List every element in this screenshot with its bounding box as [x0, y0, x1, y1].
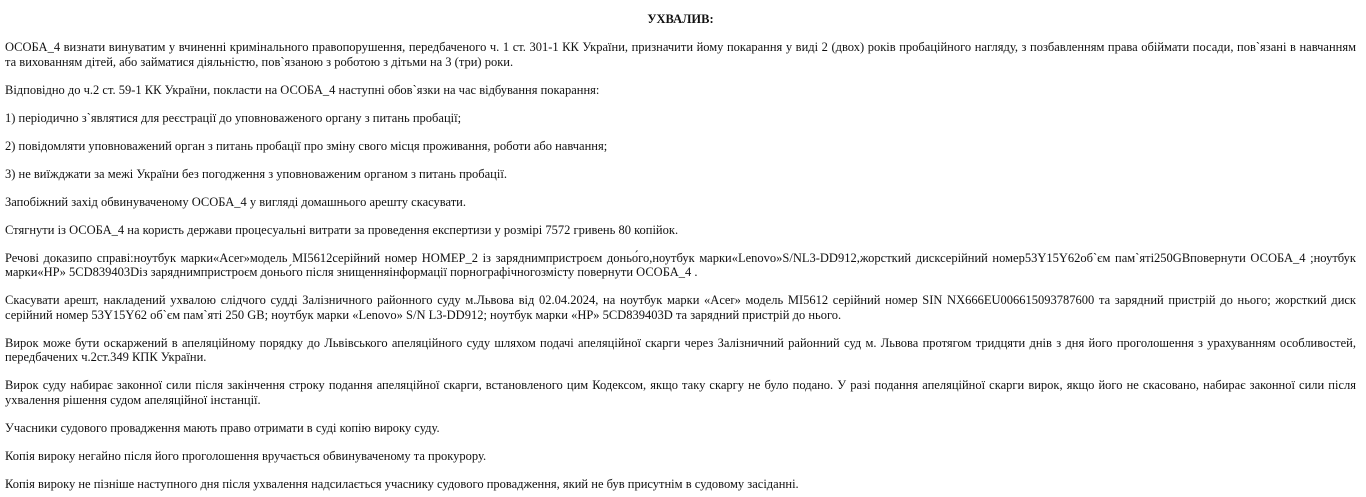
paragraph-obligation-2: 2) повідомляти уповноважений орган з питань пробації про зміну свого місця проживання, роботи або навчання;: [5, 138, 608, 153]
scrollbar-track[interactable]: [1356, 0, 1366, 497]
court-decision-document: [0, 12, 1356, 497]
paragraph-legal-force: Вирок суду набирає законної сили після закінчення строку подання апеляційної скарги, встановленого цим Кодексом, якщо таку скаргу не було подано. У разі подання апеляційної скарги вирок, якщо його не скасовано, набирає законної сили після ухвалення рішення судом апеляційної інстанції.: [5, 378, 1356, 407]
resolution-heading: УХВАЛИВ:: [647, 12, 714, 26]
paragraph-copy-delivery: Копія вироку негайно після його проголошення вручається обвинуваченому та прокурору.: [5, 448, 487, 463]
paragraph-obligations-intro: Відповідно до ч.2 ст. 59-1 КК України, покласти на ОСОБА_4 наступні обов`язки на час відбування покарання:: [5, 82, 600, 97]
paragraph-copy-mailing: Копія вироку не пізніше наступного дня після ухвалення надсилається учаснику судового провадження, який не був присутнім в судовому засіданні.: [5, 476, 799, 491]
paragraph-arrest-cancel: Скасувати арешт, накладений ухвалою слідчого судді Залізничного районного суду м.Львова від 02.04.2024, на ноутбук марки «Acer» модель MI5612 серійний номер SIN NX666EU006615093787600 та зарядний пристрій до нього; жорсткий диск серійний номер 53Y15Y62 об`єм пам`яті 250 GB; ноутбук марки «Lenovo» S/N L3-DD912; ноутбук марки «HP» 5CD839403D та зарядний пристрій до нього.: [5, 293, 1356, 322]
paragraph-costs: Стягнути із ОСОБА_4 на користь держави процесуальні витрати за проведення експертизи у розмірі 7572 гривень 80 копійок.: [5, 222, 679, 237]
paragraph-appeal: Вирок може бути оскаржений в апеляційному порядку до Львівського апеляційного суду шляхом подачі апеляційної скарги через Залізничний районний суд м. Львова протягом тридцяти днів з дня його проголошення з урахуванням особливостей, передбачених ч.2ст.349 КПК України.: [5, 335, 1356, 364]
paragraph-copy-right: Учасники судового провадження мають право отримати в суді копію вироку суду.: [5, 420, 440, 435]
paragraph-verdict: ОСОБА_4 визнати винуватим у вчиненні кримінального правопорушення, передбаченого ч. 1 ст. 301-1 КК України, призначити йому покарання у виді 2 (двох) років пробаційного нагляду, з позбавленням права обіймати посади, пов`язані в навчанням та вихованням дітей, або займатися діяльністю, пов`язаною з роботою з дітьми на 3 (три) роки.: [5, 40, 1356, 69]
paragraph-evidence: Речові доказипо справі:ноутбук марки«Acer»модель MI5612серійний номер НОМЕР_2 із заряднимпристроєм доньо́го,ноутбук марки«Lenovo»S/NL3-DD912,жорсткий дисксерійний номер53Y15Y62об`єм пам`яті250GBповернути ОСОБА_4 ;ноутбук марки«HP» 5CD839403Dіз заряднимпристроєм доньо́го після знищенняінформації порнографічногозмісту повернути ОСОБА_4 .: [5, 250, 1356, 279]
paragraph-obligation-3: 3) не виїжджати за межі України без погодження з уповноваженим органом з питань пробації.: [5, 166, 507, 181]
paragraph-preventive-measure: Запобіжний захід обвинуваченому ОСОБА_4 у вигляді домашнього арешту скасувати.: [5, 194, 466, 209]
paragraph-obligation-1: 1) періодично з`являтися для реєстрації до уповноваженого органу з питань пробації;: [5, 110, 462, 125]
